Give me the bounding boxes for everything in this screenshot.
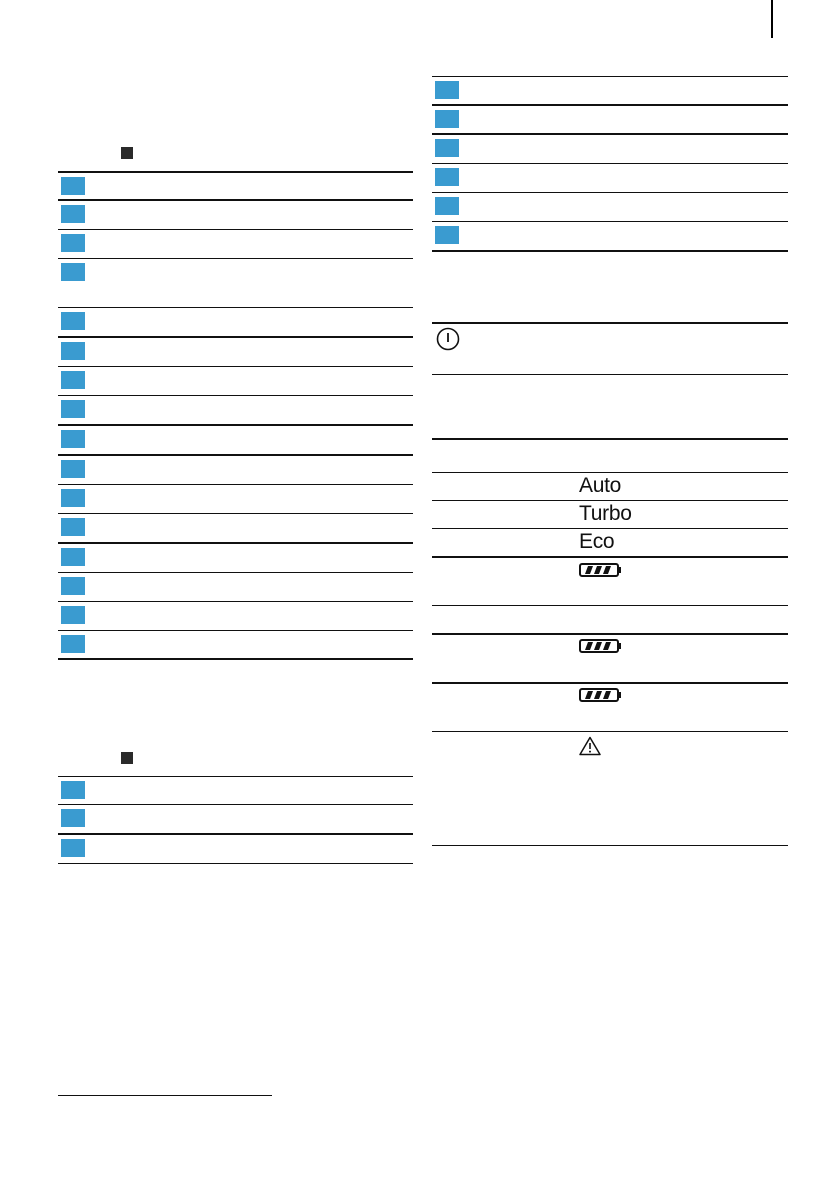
mode-label-auto: Auto xyxy=(579,474,621,497)
table-row xyxy=(58,426,413,456)
key-square xyxy=(61,205,85,223)
table-row xyxy=(58,805,413,835)
key-square xyxy=(61,177,85,195)
table-row xyxy=(58,514,413,544)
mode-label-turbo: Turbo xyxy=(579,502,632,525)
table-row xyxy=(432,76,788,106)
table-row xyxy=(432,135,788,164)
table-row xyxy=(58,230,413,259)
table-row xyxy=(58,776,413,805)
warning-icon xyxy=(579,736,601,756)
key-square xyxy=(61,635,85,653)
rule xyxy=(432,682,788,684)
table-row xyxy=(58,835,413,864)
key-square xyxy=(61,430,85,448)
key-square xyxy=(435,168,459,186)
table-row xyxy=(58,602,413,631)
key-square xyxy=(61,548,85,566)
rule xyxy=(432,605,788,606)
table-row xyxy=(58,201,413,230)
table-row xyxy=(432,193,788,222)
table-row xyxy=(58,308,413,338)
key-square xyxy=(435,81,459,99)
rule xyxy=(432,322,788,324)
page-top-marker xyxy=(771,0,773,38)
key-square xyxy=(61,606,85,624)
black-square-marker xyxy=(121,752,133,764)
table-row xyxy=(58,259,413,308)
left-table-1 xyxy=(58,171,413,660)
table-row xyxy=(432,164,788,193)
table-row xyxy=(58,367,413,396)
left-table-2 xyxy=(58,776,413,864)
key-square xyxy=(61,577,85,595)
rule xyxy=(432,472,788,473)
table-row xyxy=(58,631,413,660)
key-square xyxy=(61,312,85,330)
key-square xyxy=(61,460,85,478)
key-square xyxy=(61,371,85,389)
key-square xyxy=(61,342,85,360)
key-square xyxy=(61,234,85,252)
battery-icon xyxy=(579,562,623,578)
rule xyxy=(432,556,788,558)
table-row xyxy=(58,573,413,602)
battery-icon xyxy=(579,638,623,654)
key-square xyxy=(61,489,85,507)
key-square xyxy=(435,139,459,157)
table-row xyxy=(58,456,413,485)
table-row xyxy=(58,485,413,514)
rule xyxy=(432,731,788,732)
power-icon xyxy=(436,327,460,351)
table-bottom-rule xyxy=(432,845,788,846)
key-square xyxy=(61,839,85,857)
right-table-1 xyxy=(432,76,788,252)
key-square xyxy=(61,400,85,418)
table-row xyxy=(432,222,788,252)
battery-icon xyxy=(579,687,623,703)
key-square xyxy=(435,197,459,215)
mode-label-eco: Eco xyxy=(579,530,615,553)
key-square xyxy=(61,781,85,799)
footnote-separator xyxy=(58,1095,272,1096)
key-square xyxy=(435,110,459,128)
rule xyxy=(432,500,788,501)
black-square-marker xyxy=(121,147,133,159)
key-square xyxy=(61,809,85,827)
table-row xyxy=(58,396,413,426)
rule xyxy=(432,633,788,635)
table-top-rule xyxy=(432,438,788,440)
table-row xyxy=(58,544,413,573)
key-square xyxy=(435,226,459,244)
key-square xyxy=(61,263,85,281)
table-row xyxy=(432,106,788,135)
rule xyxy=(432,374,788,375)
key-square xyxy=(61,518,85,536)
table-row xyxy=(58,171,413,201)
rule xyxy=(432,528,788,529)
table-row xyxy=(58,338,413,367)
